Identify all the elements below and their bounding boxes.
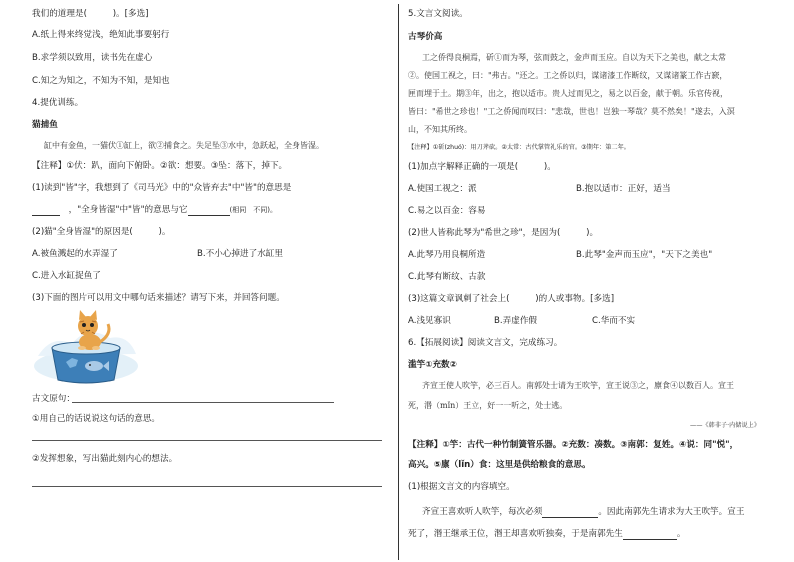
q4-3-original-sentence-label: 古文原句： xyxy=(32,394,75,404)
column-divider xyxy=(398,4,399,560)
q6-1-fill-line1: 齐宣王喜欢听人吹竽，每次必须 。因此南郭先生请求为大王吹竽。宣王 xyxy=(422,507,745,517)
answer-blank[interactable] xyxy=(188,206,230,216)
q5-3-option-c: C.华而不实 xyxy=(592,316,636,326)
q4-3-stem: (3)下面的图片可以用文中哪句话来描述？请写下来，并回答问题。 xyxy=(32,293,285,303)
section-6-heading: 6.【拓展阅读】阅读文言文，完成练习。 xyxy=(408,338,563,348)
q5-3-option-a: A.浅见寡识 xyxy=(408,316,451,326)
passage-guqin-line: 皆曰："希世之珍也！"工之侨闻而叹曰："悲哉，世也！岂独一琴哉？莫不然矣！"遂去，入溟 xyxy=(408,107,735,116)
q3-stem: 我们的道理是( )。[多选] xyxy=(32,9,149,19)
answer-blank[interactable] xyxy=(623,530,677,540)
q5-2-option-b: B.此琴"金声而玉应"，"天下之美也" xyxy=(576,250,713,260)
q5-1-option-c: C.易之以百金：容易 xyxy=(408,206,486,216)
right-column xyxy=(408,0,780,562)
passage-guqin-notes: 【注释】①斫(zhuó)：用刀斧砍。②太常：古代掌管礼乐的官。③期年：第二年。 xyxy=(408,144,630,151)
passage-guqin-line: 山，不知其所终。 xyxy=(408,125,472,134)
q3-option-c: C.知之为知之，不知为不知，是知也 xyxy=(32,76,170,86)
passage-title-yu: 滥竽①充数② xyxy=(408,360,457,370)
cat-on-fish-tank-illustration xyxy=(32,304,140,386)
q5-3-option-b: B.弄虚作假 xyxy=(494,316,538,326)
q4-3-sub1: ①用自己的话说说这句话的意思。 xyxy=(32,414,161,424)
section-4-heading: 4.提优训练。 xyxy=(32,98,84,108)
q4-3-sub2: ②发挥想象，写出猫此刻内心的想法。 xyxy=(32,454,178,464)
answer-line[interactable] xyxy=(32,486,382,487)
answer-blank[interactable] xyxy=(32,206,60,216)
q4-2-option-b: B.不小心掉进了水缸里 xyxy=(197,249,283,259)
q5-2-option-a: A.此琴乃用良桐所造 xyxy=(408,250,486,260)
passage-cat-text: 缸中有金鱼，一猫伏①缸上，欲②捕食之。失足坠③水中，急跃起，全身皆湿。 xyxy=(44,141,324,150)
q4-2-option-a: A.被鱼溅起的水弄湿了 xyxy=(32,249,118,259)
q4-2-option-c: C.进入水缸捉鱼了 xyxy=(32,271,101,281)
q5-1-option-a: A.使国工视之：派 xyxy=(408,184,477,194)
q4-1-stem-cont: ，"全身皆湿"中"皆"的意思与它 (相同 不同)。 xyxy=(32,205,277,216)
q5-1-option-b: B.抱以适市：正好，适当 xyxy=(576,184,671,194)
answer-blank[interactable] xyxy=(542,508,598,518)
q5-1-stem: (1)加点字解释正确的一项是( )。 xyxy=(408,162,556,172)
section-5-heading: 5.文言文阅读。 xyxy=(408,9,468,19)
passage-yu-line: 死，湣（mǐn）王立，好一一听之，处士逃。 xyxy=(408,401,568,410)
passage-guqin-line: ②。使国工视之，曰："弗古。"还之。工之侨以归，谋诸漆工作断纹，又谋诸篆工作古窾， xyxy=(408,71,728,80)
q3-option-b: B.求学须以致用，读书先在虚心 xyxy=(32,53,153,63)
passage-yu-notes: 【注释】①竽：古代一种竹制簧管乐器。②充数：凑数。③南郭：复姓。④说：同"悦"， xyxy=(408,440,739,450)
passage-yu-line: 齐宣王使人吹竽，必三百人。南郭处士请为王吹竽，宣王说③之，廪食④以数百人。宣王 xyxy=(422,381,734,390)
passage-title-guqin: 古琴价高 xyxy=(408,32,443,42)
answer-line[interactable] xyxy=(32,440,382,441)
passage-guqin-line: 工之侨得良桐焉，斫①而为琴，弦而鼓之，金声而玉应。自以为天下之美也，献之太常 xyxy=(422,53,726,62)
answer-line[interactable] xyxy=(72,402,334,403)
passage-title-cat: 猫捕鱼 xyxy=(32,120,58,130)
q5-2-option-c: C.此琴有断纹、古款 xyxy=(408,272,486,282)
q5-2-stem: (2)世人皆称此琴为"希世之珍"，是因为( )。 xyxy=(408,228,599,238)
passage-yu-notes-cont: 高兴。⑤廪（lǐn）食：这里是供给粮食的意思。 xyxy=(408,460,591,470)
passage-guqin-line: 匣而埋于土。期③年，出之，抱以适市。贵人过而见之，易之以百金，献于朝。乐官传视， xyxy=(408,89,728,98)
passage-cat-notes: 【注释】①伏：趴，面向下俯卧。②欲：想要。③坠：落下，掉下。 xyxy=(32,161,288,171)
q4-1-stem: (1)读到"皆"字，我想到了《司马光》中的"众皆弃去"中"皆"的意思是 xyxy=(32,183,292,193)
q6-1-stem: (1)根据文言文的内容填空。 xyxy=(408,482,515,492)
left-column xyxy=(32,0,387,562)
q4-2-stem: (2)猫"全身皆湿"的原因是( )。 xyxy=(32,227,171,237)
q6-1-fill-line2: 死了，湣王继承王位，湣王却喜欢听独奏，于是南郭先生 。 xyxy=(408,529,686,539)
passage-yu-source: ——《韩非子·内储说上》 xyxy=(690,422,761,429)
q5-3-stem: (3)这篇文章讽刺了社会上( )的人或事物。[多选] xyxy=(408,294,615,304)
q3-option-a: A.纸上得来终觉浅，绝知此事要躬行 xyxy=(32,30,170,40)
